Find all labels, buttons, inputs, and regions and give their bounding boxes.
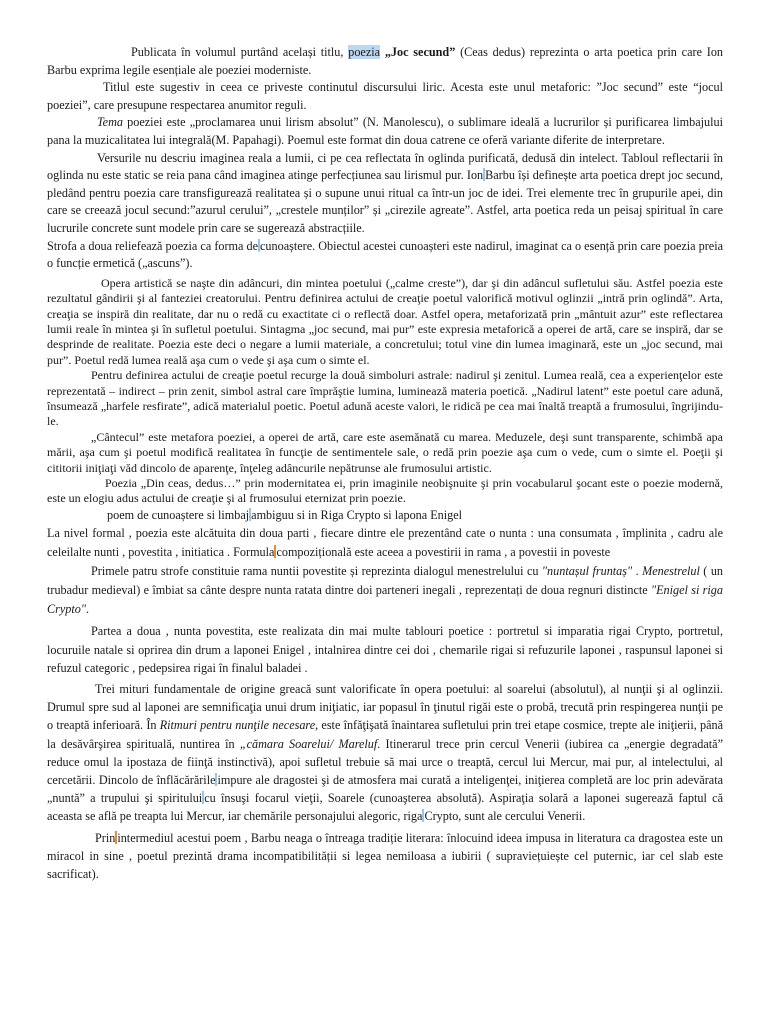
paragraph-11-text-a: La nivel formal , poezia este alcătuita din doua parti , fiecare dintre ele prezentând cate o nunta : una consumata , împlinita , cadru ale celeilalte nunti , povestita , initiatica . Formula xyxy=(47,526,723,560)
paragraph-14-text-h: Crypto, sunt ale cercului Venerii. xyxy=(424,809,586,824)
paragraph-3[interactable] xyxy=(47,114,723,149)
paragraph-1-text-a: Publicata în volumul purtând același titlu, xyxy=(131,45,349,59)
paragraph-11[interactable] xyxy=(47,524,723,562)
paragraph-14-text-e: . Itinerarul trece prin cercul Venerii (iubirea ca „energie degradată” reduce omul la ipostaza de fiinţă instinctivă), apoi sufletul trebuie să mai urce o treaptă, cercul lui Mercur, mai pur, al intelectului, al cercetării. Dincolo de înflăcărările xyxy=(47,736,723,788)
tema-italic: Tema xyxy=(97,115,123,130)
paragraph-3-text: poeziei este „proclamarea unui lirism absolut” (N. Manolescu), o sublimare ideală a lucrurilor și purificarea limbajului pana la muzicalitatea lui integrală(M. Papahagi). Poemul este format din doua catrene ce oferă variante diferite de interpretare. xyxy=(47,115,723,147)
paragraph-14-text-c: , este înfăţişată înaintarea sufletului prin trei etape cosmice, trepte ale iniţierii, până la desăvârşirea spirituală, nuntirea în xyxy=(47,718,723,751)
poem-title-bold: „Joc secund” xyxy=(384,45,456,59)
paragraph-14-text-g: cu însuşi focarul vieţii, Soarele (cunoaşterea absolută). Aspiraţia solară a laponei sugerează faptul că aceasta se află pe treapta lui Mercur, iar chemările personajului alegoric, riga xyxy=(47,791,723,824)
paragraph-5[interactable] xyxy=(47,238,723,273)
paragraph-5-text-b: cunoaștere. Obiectul acestei cunoașteri este nadirul, imaginat ca o esență prin care poezia preia o funcție ermetică („ascuns”). xyxy=(47,238,723,271)
period: . xyxy=(85,602,90,617)
paragraph-7[interactable] xyxy=(47,368,723,430)
paragraph-4[interactable] xyxy=(47,150,723,238)
paragraph-14[interactable] xyxy=(47,680,723,826)
paragraph-1[interactable] xyxy=(47,44,723,79)
nuntas-fruntas-italic: "nuntașul fruntaș" xyxy=(541,564,633,579)
paragraph-15[interactable] xyxy=(47,829,723,884)
paragraph-6[interactable] xyxy=(47,276,723,368)
paragraph-13[interactable] xyxy=(47,622,723,677)
paragraph-12-text-e: ( un trubadur medieval) e îmbiat sa cânte despre nunta ratata dintre doi parteneri inegali , reprezentați de doua regnuri distincte xyxy=(47,564,724,598)
paragraph-12[interactable] xyxy=(47,562,723,619)
paragraph-9[interactable] xyxy=(47,476,723,507)
paragraph-13-text: Partea a doua , nunta povestita, este realizata din mai multe tablouri poetice : portretul si imparatia rigai Crypto, portretul, locuruile natale si oprirea din drum a laponei Enigel , intalnirea dintre cei doi , chemarile rigai si refuzurile laponei , raspunsul laponei si refuzul categoric , pedepsirea rigai în finalul baladei . xyxy=(47,624,723,675)
paragraph-6-text: Opera artistică se naşte din adâncuri, din mintea poetului („calme creste”), dar şi din adâncul sufletului său. Astfel poezia este rezultatul gândirii şi al fanteziei creatorului. Pentru definirea actului de creaţie poetul valorifică motivul oglinzii „intră prin oglindă”. Arta, creaţia se inspiră din realitate, dar nu o redă cu exactitate ci o reflectă doar. Astfel opera, metaforizată prin „mântuit azur” este reflectarea lumii reale în mintea şi în sufletul poetului. Sintagma „joc secund, mai pur” este expresia metaforică a operei de artă, care se inspiră, dar se desprinde de realitate. Poezia este deci o negare a lumii materiale, a concretului; totul vine din lumea imaginară, este un „joc secund, mai pur”. Poetul redă lumea reală aşa cum o vede şi aşa cum o simte el. xyxy=(47,275,723,367)
paragraph-8-text: „Cântecul” este metafora poeziei, a operei de artă, care este asemănată cu marea. Meduzele, deşi sunt transparente, schimbă apa mării, aşa cum şi poetul modifică realitatea în funcţie de sentimentele sale, o redă prin poezie aşa cum o vede, cum o simte el. Poeţii şi cititorii iniţiaţi văd dincolo de aparenţe, înţeleg adâncurile nepătrunse ale frumosului artistic. xyxy=(47,429,723,475)
paragraph-11-text-b: compozițională este aceea a povestirii in rama , a povestii in poveste xyxy=(276,545,611,560)
paragraph-4-text-a: Versurile nu descriu imaginea reala a lumii, ci pe cea reflectata în oglinda purificată, dedusă din intelect. Tabloul reflectarii în oglinda nu este static se reia pana când imaginea atinge perfecțiunea sau lirismul pur. Ion xyxy=(47,150,723,183)
enigel-crypto-italic: "Enigel si riga Crypto" xyxy=(47,583,723,617)
separator: . xyxy=(632,564,643,579)
paragraph-12-text-a: Primele patru strofe constituie rama nuntii povestite și reprezinta dialogul menestrelului cu xyxy=(91,564,542,579)
paragraph-15-text-b: intermediul acestui poem , Barbu neaga o întreaga tradiție literara: înlocuind ideea impusa in literatura ca dragostea este un miracol in sine , poetul prezintă drama incompatibilității si legea nemiloasa a iubirii ( supraviețuiește cel puternic, iar cel slab este sacrificat). xyxy=(47,830,723,882)
menestrelul-italic: Menestrelul xyxy=(642,564,700,579)
paragraph-2[interactable] xyxy=(47,79,723,114)
paragraph-14-text-f: impure ale dragostei şi de atmosfera mai curată a inteligenţei, iniţierea completă are loc prin adevărata „nuntă” a trupului şi spiritului xyxy=(47,773,723,806)
ritmuri-italic: Ritmuri pentru nunţile necesare xyxy=(159,718,316,733)
paragraph-4-text-b: Barbu își definește arta poetica drept joc secund, pledând pentru poezia care transfigurează realitatea și o supune unui ritual ca într-un joc de idei. Trei elemente trec în grupurile apei, din care se creează jocul secund:”azurul cerului”, „crestele munților” și „cirezile agreate”. Astfel, arta poetica reda un peisaj spiritual în care lucrurile concrete sunt modele prin care se sugerează abstracțiile. xyxy=(47,168,723,235)
paragraph-10-text-b: ambiguu si in Riga Crypto si lapona Enigel xyxy=(251,507,463,522)
paragraph-8[interactable] xyxy=(47,430,723,476)
camara-soarelui-italic: „cămara Soarelui/ Mareluf xyxy=(239,736,378,751)
paragraph-9-text: Poezia „Din ceas, dedus…” prin modernitatea ei, prin imaginile neobişnuite şi prin vocabularul şocant este o poezie modernă, este un elogiu adus actului de creaţie şi al frumosului eternizat prin poezie. xyxy=(47,476,723,506)
paragraph-15-text-a: Prin xyxy=(95,830,116,845)
paragraph-10-text-a: poem de cunoaștere si limbaj xyxy=(107,507,250,522)
paragraph-7-text: Pentru definirea actului de creaţie poetul recurge la două simboluri astrale: nadirul şi zenitul. Lumea reală, cea a experienţelor este reprezentată – indirect – prin zenit, simbol astral care împrăştie lumina, luminează materia poetică. „Nadirul latent” este poetul care adună, însumează „harfele resfirate”, adică materialul poetic. Poetul adună aceste valori, le ridică pe cea mai înaltă treaptă a frumosului, îngrijindu-le. xyxy=(47,368,723,429)
paragraph-14-text-a: Trei mituri fundamentale de origine greacă sunt valorificate în opera poetului: al soarelui (absolutul), al nunţii şi al oglinzii. Drumul spre sud al laponei are semnificaţia unui drum iniţiatic, iar popasul în ţinutul rigăi este o probă, trecută prin respingerea nunţii pe o treaptă inferioară. În xyxy=(47,682,723,733)
selected-text-highlight[interactable]: poezia xyxy=(348,45,381,59)
document-body xyxy=(47,44,723,883)
paragraph-2-text: Titlul este sugestiv in ceea ce priveste continutul discursului liric. Acesta este unul metaforic: ”Joc secund” este “jocul poeziei”, care presupune respectarea anumitor reguli. xyxy=(47,80,723,112)
paragraph-5-text-a: Strofa a doua reliefează poezia ca forma de xyxy=(47,238,259,253)
paragraph-10[interactable] xyxy=(47,507,723,525)
paragraph-1-text-c: (Ceas dedus) reprezinta o arta poetica prin care Ion Barbu exprima legile esențiale ale poeziei moderniste. xyxy=(47,45,724,77)
